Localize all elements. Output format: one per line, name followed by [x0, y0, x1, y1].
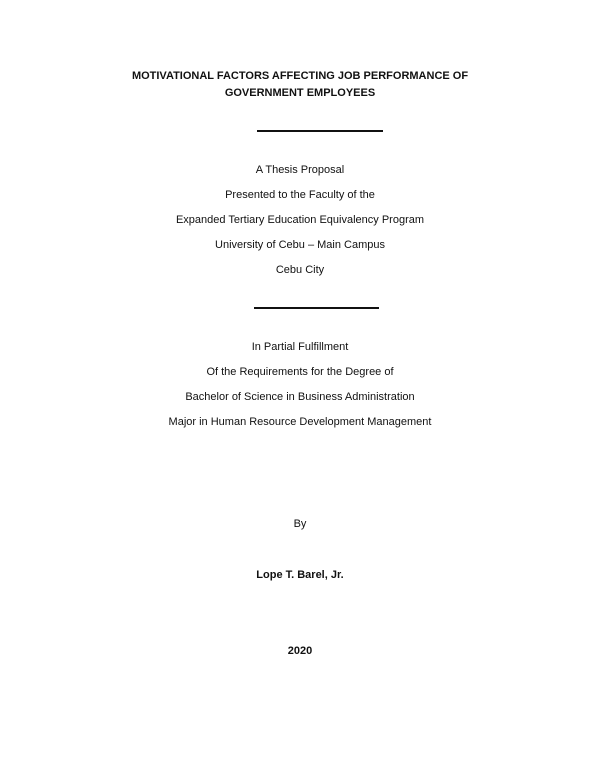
- city-name: Cebu City: [275, 264, 325, 276]
- degree-name: Bachelor of Science in Business Administration: [185, 391, 415, 403]
- title-line-1: MOTIVATIONAL FACTORS AFFECTING JOB PERFORMANCE OF: [131, 70, 469, 82]
- section-divider: [254, 307, 379, 309]
- year: 2020: [287, 645, 313, 657]
- program-name: Expanded Tertiary Education Equivalency Program: [175, 214, 425, 226]
- author-name: Lope T. Barel, Jr.: [256, 569, 344, 581]
- fulfillment-line-2: Of the Requirements for the Degree of: [206, 366, 394, 378]
- fulfillment-line-1: In Partial Fulfillment: [251, 341, 349, 353]
- proposal-type: A Thesis Proposal: [255, 164, 345, 176]
- title-line-2: GOVERNMENT EMPLOYEES: [224, 87, 376, 99]
- major-name: Major in Human Resource Development Management: [168, 416, 432, 428]
- presented-to: Presented to the Faculty of the: [225, 189, 375, 201]
- title-divider: [257, 130, 383, 132]
- university-name: University of Cebu – Main Campus: [215, 239, 385, 251]
- by-label: By: [293, 518, 307, 530]
